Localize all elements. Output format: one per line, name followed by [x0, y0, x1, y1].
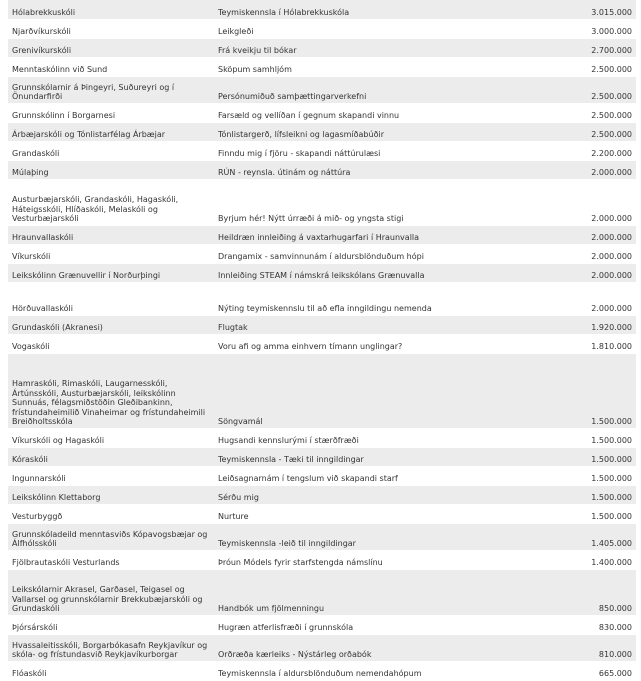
amount-cell: 1.810.000 — [526, 334, 636, 353]
school-cell: Njarðvíkurskóli — [8, 19, 214, 38]
project-cell: Nurture — [214, 504, 526, 523]
project-cell: Teymiskennsla í Hólabrekkuskóla — [214, 0, 526, 19]
amount-cell: 1.920.000 — [526, 315, 636, 334]
table-row — [8, 485, 636, 504]
school-cell: Kóraskóli — [8, 447, 214, 466]
amount-cell: 2.000.000 — [526, 263, 636, 282]
project-cell: Hugræn atferlisfræði í grunnskóla — [214, 615, 526, 634]
table-row — [8, 315, 636, 334]
table-row — [8, 141, 636, 160]
school-cell: Leikskólarnir Akrasel, Garðasel, Teigasel og Vallarsel og grunnskólarnir Brekkubæjarskóli og Grundaskóli — [8, 569, 214, 615]
project-cell: Leiðsagnarnám í tengslum við skapandi starf — [214, 466, 526, 485]
table-row — [8, 122, 636, 141]
amount-cell: 1.500.000 — [526, 447, 636, 466]
table-row — [8, 523, 636, 550]
grants-table-body — [8, 0, 636, 680]
school-cell: Leikskólinn Klettaborg — [8, 485, 214, 504]
amount-cell: 2.000.000 — [526, 282, 636, 315]
project-cell: Voru afi og amma einhvern tímann unglingar? — [214, 334, 526, 353]
table-row — [8, 661, 636, 680]
amount-cell: 2.500.000 — [526, 122, 636, 141]
project-cell: Finndu mig í fjöru - skapandi náttúrulæsi — [214, 141, 526, 160]
amount-cell: 830.000 — [526, 615, 636, 634]
amount-cell: 2.000.000 — [526, 179, 636, 225]
project-cell: Farsæld og vellíðan í gegnum skapandi vinnu — [214, 103, 526, 122]
project-cell: Þróun Módels fyrir starfstengda námslínu — [214, 550, 526, 569]
grants-table — [8, 0, 636, 681]
amount-cell: 1.500.000 — [526, 504, 636, 523]
school-cell: Flóaskóli — [8, 661, 214, 680]
school-cell: Fjölbrautaskóli Vesturlands — [8, 550, 214, 569]
table-row — [8, 225, 636, 244]
school-cell: Menntaskólinn við Sund — [8, 57, 214, 76]
school-cell: Hólabrekkuskóli — [8, 0, 214, 19]
school-cell: Leikskólinn Grænuvellir í Norðurþingi — [8, 263, 214, 282]
school-cell: Múlaþing — [8, 160, 214, 179]
amount-cell: 2.200.000 — [526, 141, 636, 160]
amount-cell: 3.000.000 — [526, 19, 636, 38]
amount-cell: 850.000 — [526, 569, 636, 615]
table-row — [8, 179, 636, 225]
table-row — [8, 0, 636, 19]
school-cell: Ingunnarskóli — [8, 466, 214, 485]
project-cell: Teymiskennsla -leið til inngildingar — [214, 523, 526, 550]
project-cell: Innleiðing STEAM í námskrá leikskólans Grænuvalla — [214, 263, 526, 282]
school-cell: Grundaskóli (Akranesi) — [8, 315, 214, 334]
table-row — [8, 76, 636, 103]
amount-cell: 2.000.000 — [526, 160, 636, 179]
table-row — [8, 38, 636, 57]
table-row — [8, 57, 636, 76]
school-cell: Vesturbyggð — [8, 504, 214, 523]
project-cell: Persónumiðuð samþættingarverkefni — [214, 76, 526, 103]
amount-cell: 1.400.000 — [526, 550, 636, 569]
school-cell: Hamraskóli, Rimaskóli, Laugarnesskóli, Ártúnsskóli, Austurbæjarskóli, leikskólinn Sunnuás, félagsmiðstöðin Gleðibankinn, frístundaheimilið Vinaheimar og frístundaheimili Breiðholtsskóla — [8, 353, 214, 428]
table-row — [8, 550, 636, 569]
amount-cell: 2.500.000 — [526, 76, 636, 103]
amount-cell: 2.700.000 — [526, 38, 636, 57]
project-cell: Orðræða kærleiks - Nýstárleg orðabók — [214, 634, 526, 661]
school-cell: Grandaskóli — [8, 141, 214, 160]
project-cell: Sérðu mig — [214, 485, 526, 504]
project-cell: Hugsandi kennslurými í stærðfræði — [214, 428, 526, 447]
amount-cell: 810.000 — [526, 634, 636, 661]
project-cell: Flugtak — [214, 315, 526, 334]
project-cell: Frá kveikju til bókar — [214, 38, 526, 57]
school-cell: Víkurskóli og Hagaskóli — [8, 428, 214, 447]
table-row — [8, 504, 636, 523]
amount-cell: 2.500.000 — [526, 103, 636, 122]
school-cell: Grunnskóladeild menntasviðs Kópavogsbæjar og Álfhólsskóli — [8, 523, 214, 550]
project-cell: Handbók um fjölmenningu — [214, 569, 526, 615]
school-cell: Víkurskóli — [8, 244, 214, 263]
table-row — [8, 160, 636, 179]
amount-cell: 2.000.000 — [526, 225, 636, 244]
table-row — [8, 244, 636, 263]
table-row — [8, 353, 636, 428]
project-cell: Teymiskennsla í aldursblönduðum nemendahópum — [214, 661, 526, 680]
amount-cell: 1.500.000 — [526, 353, 636, 428]
table-row — [8, 19, 636, 38]
table-row — [8, 334, 636, 353]
amount-cell: 2.000.000 — [526, 244, 636, 263]
school-cell: Grunnskólarnir á Þingeyri, Suðureyri og í Önundarfirði — [8, 76, 214, 103]
project-cell: Söngvamál — [214, 353, 526, 428]
school-cell: Hörðuvallaskóli — [8, 282, 214, 315]
project-cell: Teymiskennsla - Tæki til inngildingar — [214, 447, 526, 466]
school-cell: Hvassaleitisskóli, Borgarbókasafn Reykjavíkur og skóla- og frístundasvið Reykjavíkurborgar — [8, 634, 214, 661]
project-cell: Leikgleði — [214, 19, 526, 38]
amount-cell: 1.500.000 — [526, 485, 636, 504]
project-cell: Nýting teymiskennslu til að efla inngildingu nemenda — [214, 282, 526, 315]
table-row — [8, 615, 636, 634]
school-cell: Vogaskóli — [8, 334, 214, 353]
amount-cell: 1.405.000 — [526, 523, 636, 550]
school-cell: Grenivíkurskóli — [8, 38, 214, 57]
school-cell: Hraunvallaskóli — [8, 225, 214, 244]
project-cell: Tónlistargerð, lífsleikni og lagasmíðabúðir — [214, 122, 526, 141]
table-row — [8, 428, 636, 447]
table-row — [8, 282, 636, 315]
table-row — [8, 569, 636, 615]
amount-cell: 3.015.000 — [526, 0, 636, 19]
project-cell: Heildræn innleiðing á vaxtarhugarfari í Hraunvalla — [214, 225, 526, 244]
amount-cell: 1.500.000 — [526, 466, 636, 485]
project-cell: Byrjum hér! Nýtt úrræði á mið- og yngsta stigi — [214, 179, 526, 225]
school-cell: Grunnskólinn í Borgarnesi — [8, 103, 214, 122]
table-row — [8, 634, 636, 661]
project-cell: Sköpum samhljóm — [214, 57, 526, 76]
school-cell: Árbæjarskóli og Tónlistarfélag Árbæjar — [8, 122, 214, 141]
project-cell: Drangamix - samvinnunám í aldursblönduðum hópi — [214, 244, 526, 263]
amount-cell: 665.000 — [526, 661, 636, 680]
table-row — [8, 466, 636, 485]
table-row — [8, 447, 636, 466]
school-cell: Austurbæjarskóli, Grandaskóli, Hagaskóli, Háteigsskóli, Hlíðaskóli, Melaskóli og Vesturbæjarskóli — [8, 179, 214, 225]
table-row — [8, 103, 636, 122]
school-cell: Þjórsárskóli — [8, 615, 214, 634]
table-row — [8, 263, 636, 282]
amount-cell: 2.500.000 — [526, 57, 636, 76]
project-cell: RÚN - reynsla. útinám og náttúra — [214, 160, 526, 179]
amount-cell: 1.500.000 — [526, 428, 636, 447]
